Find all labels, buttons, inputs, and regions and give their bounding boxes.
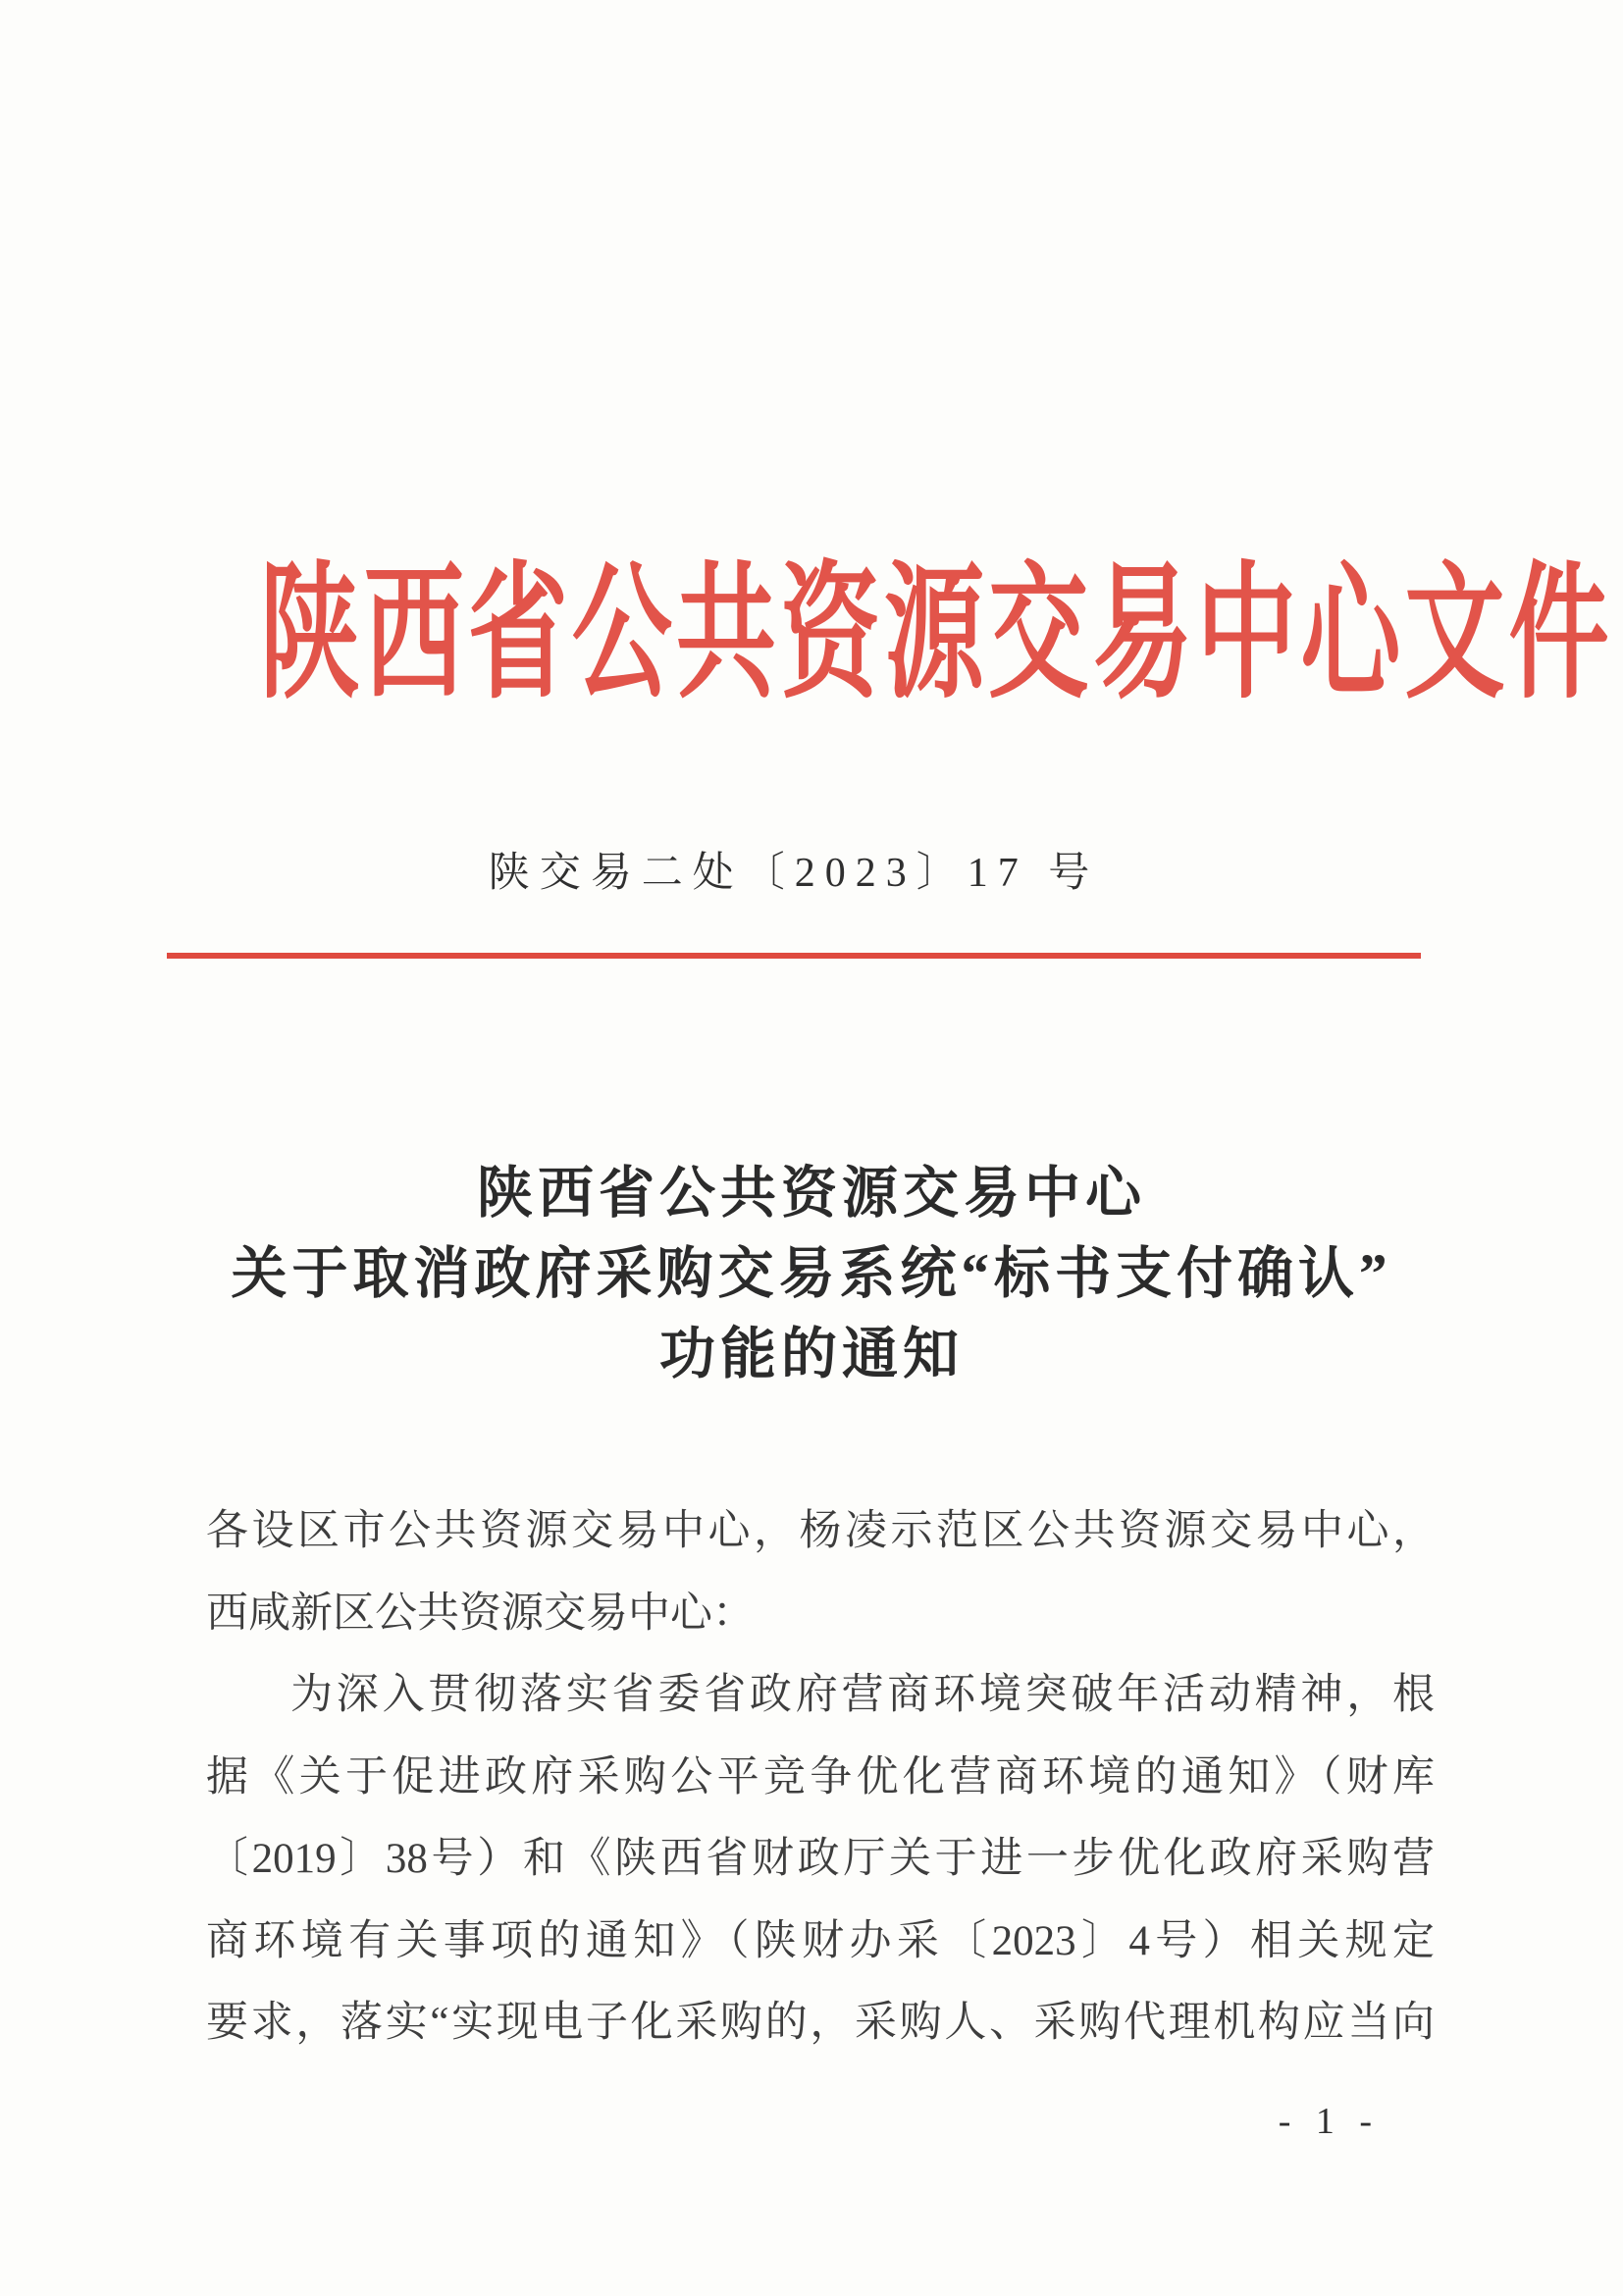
page-number: - 1 - [1278, 2101, 1380, 2142]
document-title-line-2: 关于取消政府采购交易系统“标书支付确认” [231, 1243, 1392, 1305]
document-title-line-3: 功能的通知 [659, 1324, 964, 1385]
paragraph-line: 为深入贯彻落实省委省政府营商环境突破年活动精神，根 [290, 1672, 1435, 1718]
letterhead-title: 陕西省公共资源交易中心文件 [259, 553, 1613, 716]
paragraph-line: 〔2019〕38号）和《陕西省财政厅关于进一步优化政府采购营 [206, 1836, 1435, 1882]
document-body [206, 1490, 1435, 2064]
salutation-line: 西咸新区公共资源交易中心： [206, 1590, 755, 1637]
document-number: 陕交易二处〔2023〕17 号 [488, 851, 1100, 896]
document-title [0, 1154, 1623, 1395]
paragraph-line: 商环境有关事项的通知》（陕财办采〔2023〕4号）相关规定 [206, 1917, 1435, 1964]
paragraph-line: 据《关于促进政府采购公平竞争优化营商环境的通知》（财库 [206, 1753, 1435, 1800]
paragraph-line: 要求，落实“实现电子化采购的，采购人、采购代理机构应当向 [206, 2000, 1435, 2046]
red-divider-line [167, 953, 1421, 959]
salutation-line: 各设区市公共资源交易中心，杨凌示范区公共资源交易中心， [206, 1508, 1435, 1554]
document-title-line-1: 陕西省公共资源交易中心 [477, 1163, 1146, 1225]
